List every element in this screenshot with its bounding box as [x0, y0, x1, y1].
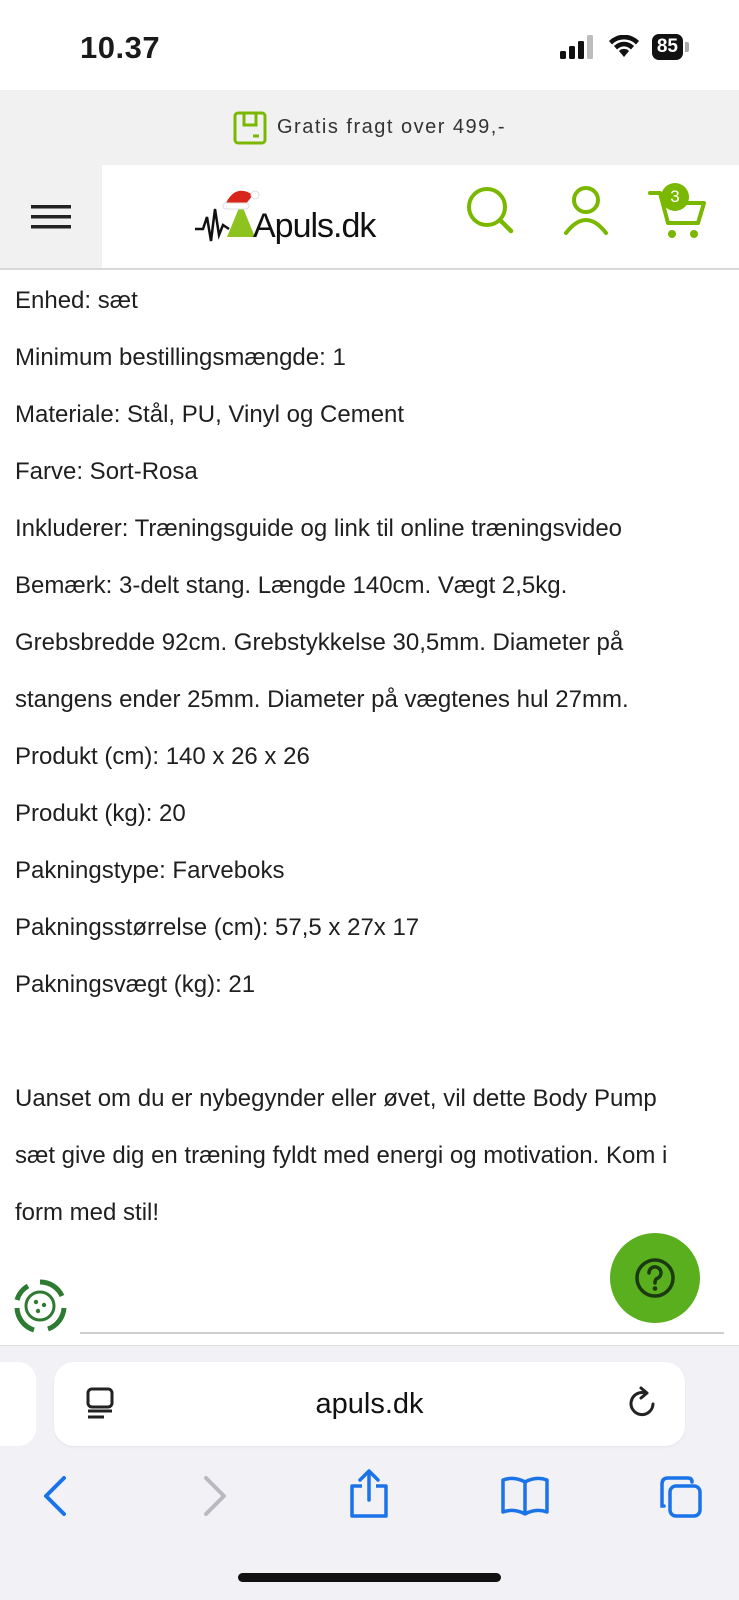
help-button[interactable]	[610, 1233, 700, 1323]
menu-button[interactable]	[0, 165, 102, 268]
tabs-icon[interactable]	[658, 1474, 704, 1520]
description-line: form med stil!	[15, 1199, 160, 1226]
content-divider	[80, 1332, 724, 1334]
site-logo[interactable]	[195, 179, 376, 259]
spec-line: Pakningsstørrelse (cm): 57,5 x 27x 17	[15, 914, 420, 941]
spec-line: Enhed: sæt	[15, 287, 138, 314]
browser-toolbar	[0, 1345, 739, 1600]
spec-line: Materiale: Stål, PU, Vinyl og Cement	[15, 401, 405, 428]
spec-line: Produkt (cm): 140 x 26 x 26	[15, 743, 310, 770]
promo-banner	[0, 90, 739, 165]
reload-icon[interactable]	[627, 1386, 659, 1420]
spec-line: Pakningstype: Farveboks	[15, 857, 285, 884]
cart-count-badge: 3	[661, 183, 689, 211]
search-icon[interactable]	[465, 185, 515, 237]
spec-line: stangens ender 25mm. Diameter på vægtenes hul 27mm.	[15, 686, 629, 713]
battery-icon	[652, 34, 689, 60]
home-indicator[interactable]	[238, 1573, 501, 1582]
package-icon	[233, 111, 267, 145]
status-time: 10.37	[80, 30, 161, 65]
wifi-icon	[608, 35, 640, 59]
promo-text: Gratis fragt over 499,-	[276, 116, 507, 138]
logo-text: Apuls.dk	[253, 207, 376, 245]
spec-line: Farve: Sort-Rosa	[15, 458, 198, 485]
cookie-settings-icon[interactable]	[12, 1278, 68, 1334]
signal-icon	[560, 35, 596, 59]
battery-level: 85	[652, 34, 683, 60]
status-icons	[560, 34, 689, 60]
spec-line: Bemærk: 3-delt stang. Længde 140cm. Vægt 2,5kg.	[15, 572, 568, 599]
spec-line: Minimum bestillingsmængde: 1	[15, 344, 346, 371]
status-bar	[0, 0, 739, 90]
spec-line: Grebsbredde 92cm. Grebstykkelse 30,5mm. Diameter på	[15, 629, 624, 656]
help-icon	[633, 1256, 677, 1300]
back-icon[interactable]	[40, 1474, 70, 1518]
menu-icon	[31, 203, 71, 231]
spec-line: Inkluderer: Træningsguide og link til online træningsvideo	[15, 515, 623, 542]
description-line: sæt give dig en træning fyldt med energi og motivation. Kom i	[15, 1142, 668, 1169]
product-description	[15, 272, 730, 1241]
previous-tab-preview[interactable]	[0, 1362, 36, 1446]
site-header	[0, 165, 739, 270]
bookmarks-icon[interactable]	[500, 1474, 550, 1518]
share-icon[interactable]	[348, 1468, 390, 1520]
url-text: apuls.dk	[315, 1388, 424, 1420]
address-bar[interactable]	[54, 1362, 685, 1446]
forward-icon[interactable]	[200, 1474, 230, 1518]
description-line: Uanset om du er nybegynder eller øvet, vil dette Body Pump	[15, 1085, 657, 1112]
spec-line: Produkt (kg): 20	[15, 800, 186, 827]
spec-line: Pakningsvægt (kg): 21	[15, 971, 256, 998]
account-icon[interactable]	[563, 185, 609, 237]
